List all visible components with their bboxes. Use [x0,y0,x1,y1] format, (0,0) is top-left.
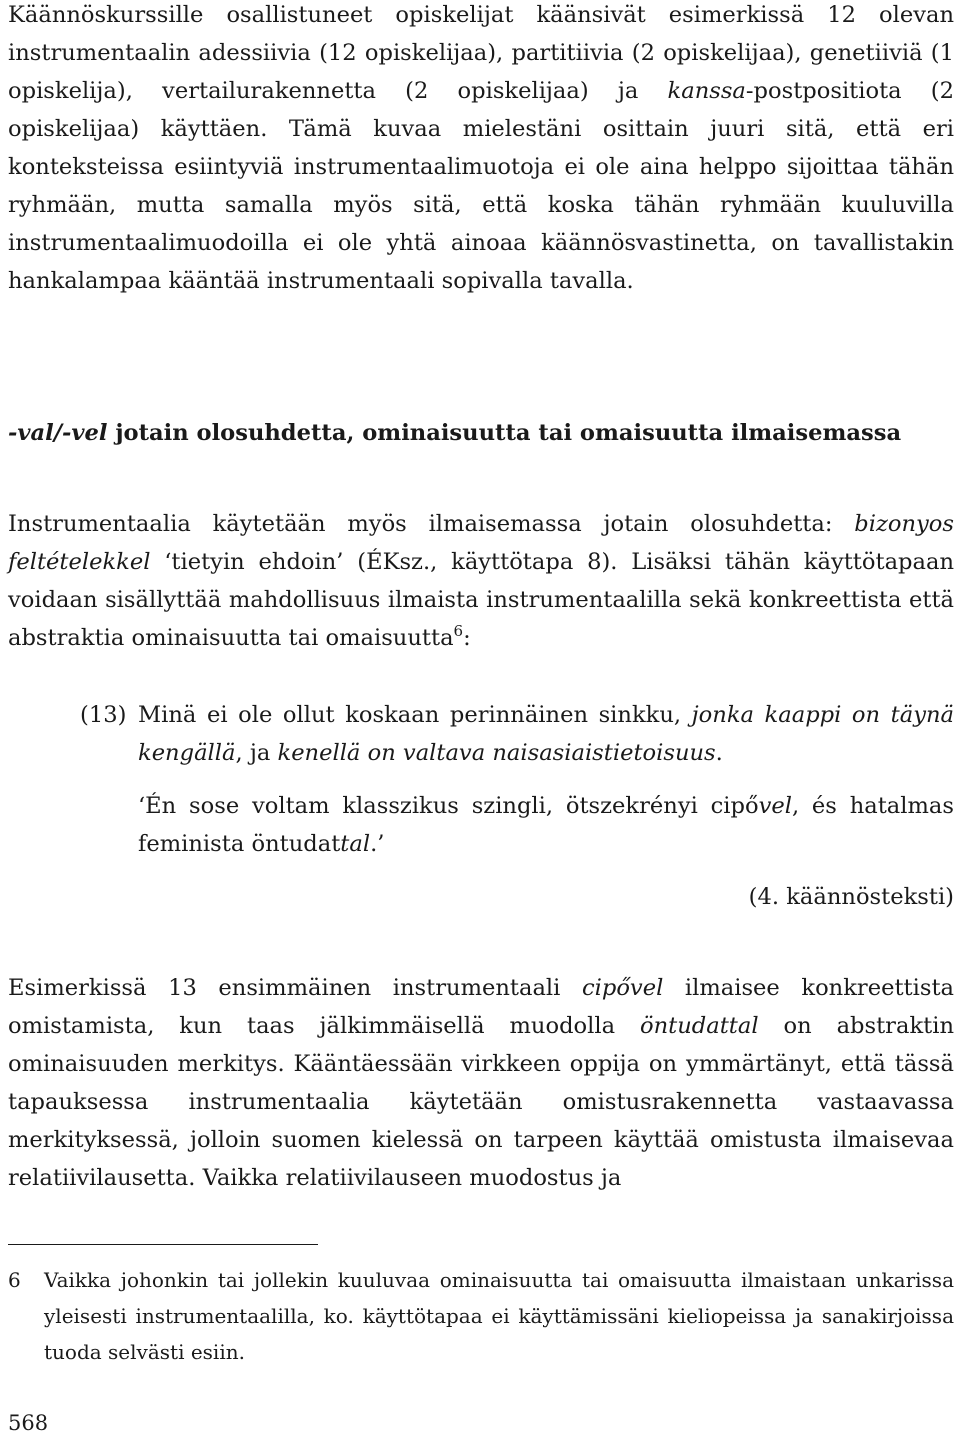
para1-text-1: Käännöskurssille osallistuneet opiskelijat käänsivät esimerkissä 12 olevan instrumentaalin adessiivia (12 opiskelijaa), partitiivia (2 opiskelijaa), genetiiviä (1 opiskelija), vertailurakennetta (2 opiskelijaa) ja [8,2,954,104]
para1-italic-1: kanssa [667,78,746,104]
example-text-2: , ja [235,740,278,766]
example-source-reference: (4. käännösteksti) [748,884,954,910]
heading-italic-suffix: -val/-vel [8,420,108,446]
translation-text-3: .’ [370,831,385,857]
example-sentence [138,696,954,772]
example-source-sentence [138,787,954,863]
para2-text-2: ‘tietyin ehdoin’ (ÉKsz., käyttötapa 8). Lisäksi tähän käyttötapaan voidaan sisällyttää mahdollisuus ilmaista instrumentaalilla sekä konkreettista että abstraktia ominaisuutta tai omaisuutta [8,549,954,651]
example-italic-1: jonka kaappi on täynä kengällä [138,702,955,766]
para3-italic-1: cipővel [581,975,664,1001]
translation-italic-1: vel [758,793,792,819]
footnote-divider [8,1244,318,1245]
para3-text-1: Esimerkissä 13 ensimmäinen instrumentaali [8,975,582,1001]
para2-text-1: Instrumentaalia käytetään myös ilmaisemassa jotain olosuhdetta: [8,511,855,537]
body-paragraph-1 [8,0,954,300]
para3-text-3: on abstraktin ominaisuuden merkitys. Kääntäessään virkkeen oppija on ymmärtänyt, että tässä tapauksessa instrumentaalia käytetään omistusrakennetta vastaavassa merkityksessä, jolloin suomen kielessä on tarpeen käyttää omistusta ilmaisevaa relatiivilausetta. Vaikka relatiivilauseen muodostus ja [8,1013,954,1191]
example-italic-2: kenellä on valtava naisasiaistietoisuus [277,740,716,766]
body-paragraph-3 [8,969,954,1197]
footnote-text: Vaikka johonkin tai jollekin kuuluvaa ominaisuutta tai omaisuutta ilmaistaan unkarissa yleisesti instrumentaalilla, ko. käyttötapaa ei käyttämissäni kieliopeissa ja sanakirjoissa tuoda selvästi esiin. [44,1268,954,1364]
document-page [8,0,954,1435]
translation-text-2: , és hatalmas feminista öntudat [138,793,954,857]
translation-italic-2: tal [340,831,371,857]
section-heading [8,414,954,452]
heading-text: jotain olosuhdetta, ominaisuutta tai omaisuutta ilmaisemassa [107,420,902,446]
para3-text-2: ilmaisee konkreettista omistamista, kun taas jälkimmäisellä muodolla [8,975,954,1039]
para2-italic-1: bizonyos feltételekkel [8,511,954,575]
example-text-3: . [715,740,723,766]
footnote-reference: 6 [453,622,464,640]
footnote-number: 6 [8,1268,21,1292]
translation-text-1: ‘Én sose voltam klasszikus szingli, ötszekrényi cipő [138,793,759,819]
para2-text-3: : [463,625,471,651]
example-13 [80,696,954,772]
para1-text-2: -postpositiota (2 opiskelijaa) käyttäen. Tämä kuvaa mielestäni osittain juuri sitä, että eri konteksteissa esiintyviä instrumentaalimuotoja ei ole aina helppo sijoittaa tähän ryhmään, mutta samalla myös sitä, että koska tähän ryhmään kuuluvilla instrumentaalimuodoilla ei ole yhtä ainoaa käännösvastinetta, on tavallistakin hankalampaa kääntää instrumentaali sopivalla tavalla. [8,78,954,294]
example-text-1: Minä ei ole ollut koskaan perinnäinen sinkku, [138,702,692,728]
example-number: (13) [80,702,127,728]
para3-italic-2: öntudattal [640,1013,759,1039]
page-number: 568 [8,1411,49,1435]
body-paragraph-2 [8,505,954,657]
footnote [8,1262,954,1370]
